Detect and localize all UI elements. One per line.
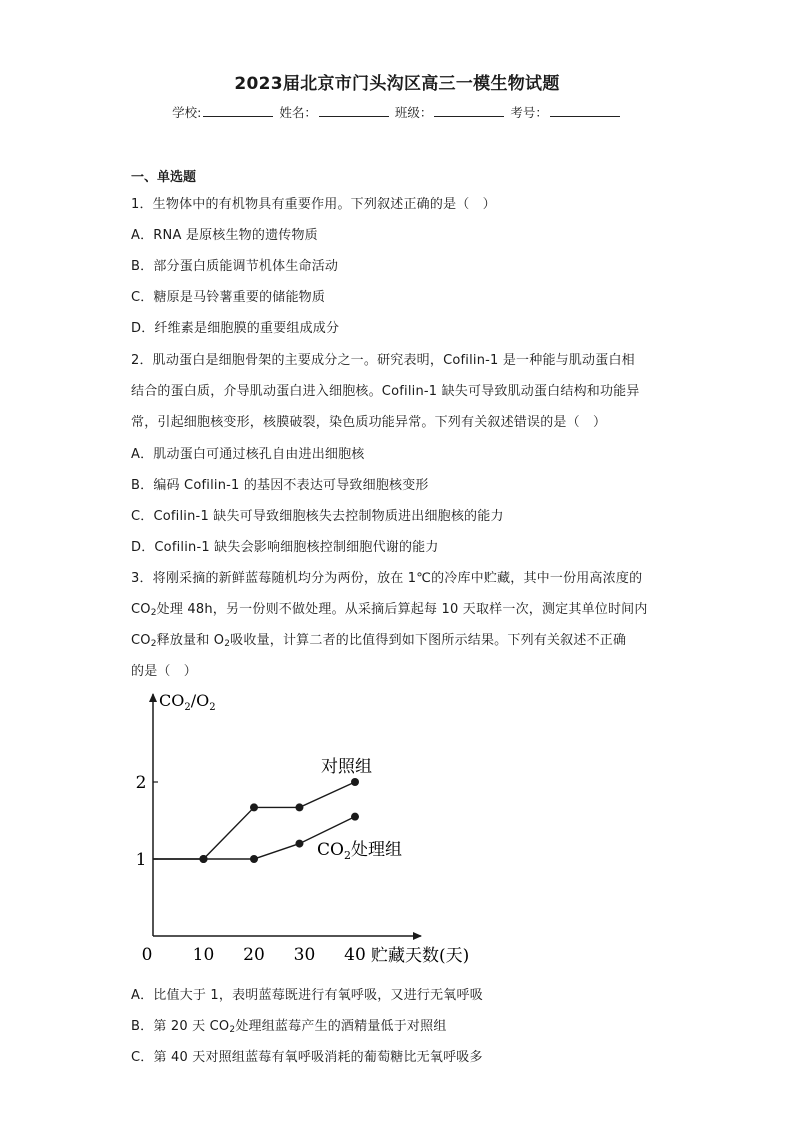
x-tick-label: 0 [141, 945, 153, 965]
q1-option-b: B．部分蛋白质能调节机体生命活动 [131, 259, 339, 274]
data-point [351, 778, 359, 786]
class-label: 班级： [394, 105, 433, 120]
q3-option-b [131, 1015, 447, 1035]
q2-option-d: D．Cofilin-1 缺失会影响细胞核控制细胞代谢的能力 [131, 540, 439, 555]
co2-text: CO [131, 602, 151, 617]
data-point [250, 803, 258, 811]
q3-stem-text: 释放量和 O [156, 633, 225, 648]
subscript: 2 [150, 608, 157, 618]
legend-control-group: 对照组 [321, 757, 372, 777]
class-blank[interactable] [434, 105, 504, 117]
name-label: 姓名： [279, 105, 317, 120]
respiration-ratio-chart [131, 688, 501, 970]
student-info-line [0, 103, 794, 121]
q2-stem-line: 结合的蛋白质，介导肌动蛋白进入细胞核。Cofilin-1 缺失可导致肌动蛋白结构和功能异 [131, 384, 640, 399]
x-tick-label: 10 [192, 945, 215, 965]
school-label: 学校: [172, 105, 202, 120]
x-tick-label: 20 [243, 945, 265, 965]
q2-option-c: C．Cofilin-1 缺失可导致细胞核失去控制物质进出细胞核的能力 [131, 509, 504, 524]
q2-stem-line: 常，引起细胞核变形，核膜破裂，染色质功能异常。下列有关叙述错误的是（ ） [131, 415, 607, 430]
section-title: 一、单选题 [131, 170, 197, 185]
x-tick-label: 30 [293, 945, 316, 965]
x-tick-label: 40 [344, 945, 366, 965]
data-point [200, 855, 208, 863]
q1-option-d: D．纤维素是细胞膜的重要组成成分 [131, 321, 340, 336]
school-blank[interactable] [203, 105, 273, 117]
q3-stem-line: 3．将刚采摘的新鲜蓝莓随机均分为两份，放在 1℃的冷库中贮藏，其中一份用高浓度的 [131, 571, 643, 586]
q1-option-c: C．糖原是马铃薯重要的储能物质 [131, 290, 326, 305]
subscript: 2 [150, 639, 157, 649]
q3-option-c: C．第 40 天对照组蓝莓有氧呼吸消耗的葡萄糖比无氧呼吸多 [131, 1050, 483, 1065]
data-point [295, 803, 303, 811]
data-point [351, 813, 359, 821]
q2-stem-line: 2．肌动蛋白是细胞骨架的主要成分之一。研究表明，Cofilin-1 是一种能与肌动蛋白相 [131, 353, 635, 368]
x-tick-labels [142, 945, 366, 965]
legend-co2-group: $CO_2$处理组 [317, 840, 402, 862]
q3-stem-line: 的是（ ） [131, 664, 198, 679]
page-title: 2023届北京市门头沟区高三一模生物试题 [234, 74, 560, 94]
subscript: 2 [229, 1025, 236, 1035]
exam-number-label: 考号： [510, 105, 548, 120]
x-axis-label: 贮藏天数(天) [371, 946, 470, 966]
y-tick-label: 1 [135, 850, 147, 870]
exam-number-blank[interactable] [550, 105, 620, 117]
q3-option-b-text: 处理组蓝莓产生的酒精量低于对照组 [235, 1019, 447, 1034]
q1-option-a: A．RNA 是原核生物的遗传物质 [131, 228, 318, 243]
q3-option-a: A．比值大于 1，表明蓝莓既进行有氧呼吸，又进行无氧呼吸 [131, 988, 483, 1003]
q2-option-b: B．编码 Cofilin-1 的基因不表达可导致细胞核变形 [131, 478, 429, 493]
q3-stem-line [131, 598, 648, 618]
name-blank[interactable] [319, 105, 389, 117]
q3-stem-text: 处理 48h，另一份则不做处理。从采摘后算起每 10 天取样一次，测定其单位时间内 [156, 602, 648, 617]
q3-stem-line [131, 629, 626, 649]
y-axis-label: $CO_2/O_2$ [159, 691, 216, 713]
data-point [250, 855, 258, 863]
subscript: 2 [224, 639, 231, 649]
y-tick-labels [136, 773, 158, 870]
q2-option-a: A．肌动蛋白可通过核孔自由进出细胞核 [131, 447, 365, 462]
q3-stem-text: 吸收量，计算二者的比值得到如下图所示结果。下列有关叙述不正确 [230, 633, 627, 648]
q1-stem: 1．生物体中的有机物具有重要作用。下列叙述正确的是（ ） [131, 197, 496, 212]
q3-option-b-text: B．第 20 天 CO [131, 1019, 230, 1034]
co2-text: CO [131, 633, 151, 648]
y-tick-label: 2 [135, 773, 147, 793]
data-point [295, 840, 303, 848]
